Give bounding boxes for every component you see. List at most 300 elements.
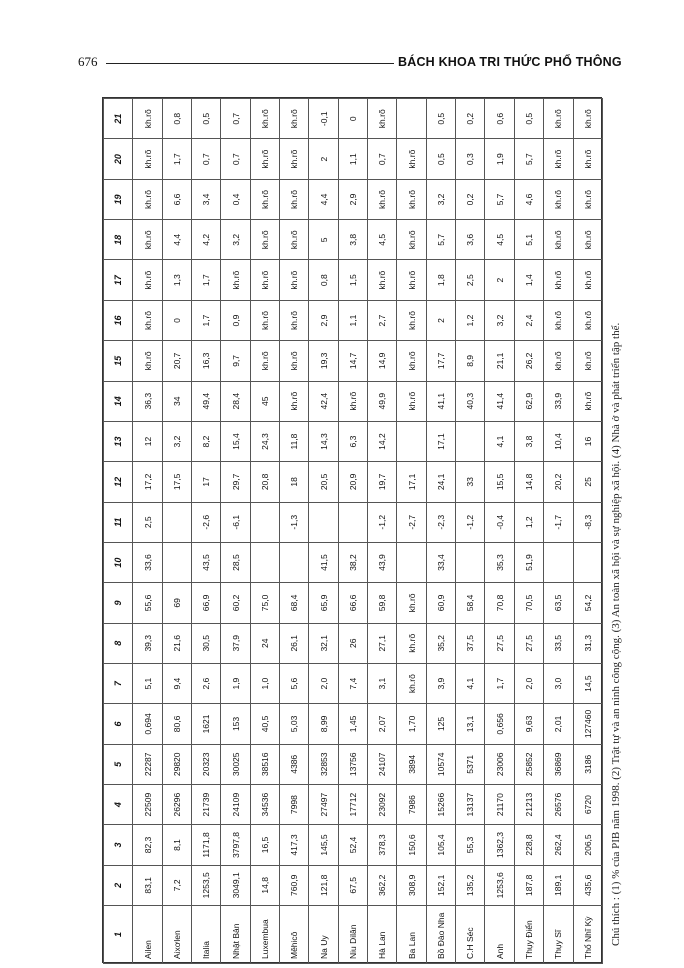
- table-cell: 65,9: [309, 583, 338, 623]
- table-cell: 0: [338, 99, 367, 139]
- table-cell: 26576: [544, 784, 573, 824]
- table-cell: [280, 542, 309, 582]
- table-cell: kh.rõ: [573, 220, 603, 260]
- table-cell: -8,3: [573, 502, 603, 542]
- column-header: 2: [104, 865, 133, 905]
- table-cell: 0,2: [456, 179, 485, 219]
- table-cell: 5: [309, 220, 338, 260]
- table-cell: 14,9: [368, 341, 397, 381]
- column-header: 10: [104, 542, 133, 582]
- table-cell: 28,5: [221, 542, 250, 582]
- table-cell: [338, 502, 367, 542]
- table-cell: 29820: [162, 744, 191, 784]
- table-cell: 4,1: [456, 663, 485, 703]
- table-cell: kh.rõ: [573, 260, 603, 300]
- table-cell: -2,6: [192, 502, 221, 542]
- table-cell: 17,5: [162, 462, 191, 502]
- table-cell: 1,7: [162, 139, 191, 179]
- table-cell: kh.rõ: [250, 220, 279, 260]
- table-cell: 54,2: [573, 583, 603, 623]
- table-cell: 7998: [280, 784, 309, 824]
- column-header: 21: [104, 99, 133, 139]
- table-cell: 14,2: [368, 421, 397, 461]
- table-row: [309, 99, 338, 964]
- table-cell: 12: [133, 421, 162, 461]
- table-cell: 308,9: [397, 865, 426, 905]
- column-header: 6: [104, 704, 133, 744]
- table-cell: 3,0: [544, 663, 573, 703]
- footnote: Chú thích : (1) % của PIB năm 1998. (2) Trật tự và an ninh công cộng. (3) An toàn xã hội và sự nghiệp xã hội. (4) Nhà ở và phát triển tập thể.: [610, 322, 622, 946]
- table-cell: kh.rõ: [397, 381, 426, 421]
- table-row: [250, 99, 279, 964]
- table-cell: kh.rõ: [280, 179, 309, 219]
- column-header: 3: [104, 825, 133, 865]
- country-cell: Aixơlen: [162, 906, 191, 964]
- table-cell: kh.rõ: [221, 260, 250, 300]
- table-cell: 3,2: [426, 179, 455, 219]
- table-cell: kh.rõ: [250, 139, 279, 179]
- table-cell: 0,5: [426, 139, 455, 179]
- table-cell: 26: [338, 623, 367, 663]
- table-cell: 1,45: [338, 704, 367, 744]
- table-cell: 0,6: [485, 99, 514, 139]
- table-cell: kh.rõ: [133, 179, 162, 219]
- table-cell: 16: [573, 421, 603, 461]
- column-header: 11: [104, 502, 133, 542]
- table-cell: 0,7: [192, 139, 221, 179]
- table-cell: [544, 542, 573, 582]
- column-header: 8: [104, 623, 133, 663]
- table-cell: 2: [485, 260, 514, 300]
- country-cell: Anh: [485, 906, 514, 964]
- table-cell: 2,0: [309, 663, 338, 703]
- table-cell: 24109: [221, 784, 250, 824]
- table-cell: 17,1: [397, 462, 426, 502]
- table-cell: kh.rõ: [544, 99, 573, 139]
- table-cell: 14,5: [573, 663, 603, 703]
- table-cell: kh.rõ: [250, 260, 279, 300]
- table-cell: 105,4: [426, 825, 455, 865]
- table-cell: 3,2: [485, 300, 514, 340]
- table-cell: 0,694: [133, 704, 162, 744]
- table-cell: 0,5: [514, 99, 543, 139]
- header-rule: [106, 63, 394, 64]
- table-cell: -6,1: [221, 502, 250, 542]
- country-cell: Thụy Điển: [514, 906, 543, 964]
- table-cell: 2: [426, 300, 455, 340]
- table-cell: 29,7: [221, 462, 250, 502]
- table-cell: 228,8: [514, 825, 543, 865]
- table-cell: kh.rõ: [280, 381, 309, 421]
- table-cell: 3,6: [456, 220, 485, 260]
- table-cell: 33,9: [544, 381, 573, 421]
- table-cell: 0,3: [456, 139, 485, 179]
- table-cell: kh.rõ: [397, 260, 426, 300]
- rotated-table-container: [103, 98, 603, 964]
- table-cell: kh.rõ: [544, 300, 573, 340]
- table-cell: 5,1: [133, 663, 162, 703]
- table-cell: 22287: [133, 744, 162, 784]
- table-cell: 121,8: [309, 865, 338, 905]
- table-cell: 13,1: [456, 704, 485, 744]
- table-cell: 55,6: [133, 583, 162, 623]
- table-cell: 23092: [368, 784, 397, 824]
- table-cell: 0,4: [221, 179, 250, 219]
- table-cell: kh.rõ: [368, 179, 397, 219]
- table-cell: kh.rõ: [544, 341, 573, 381]
- table-cell: 6720: [573, 784, 603, 824]
- table-cell: 18: [280, 462, 309, 502]
- table-cell: 760,9: [280, 865, 309, 905]
- column-header: 17: [104, 260, 133, 300]
- table-cell: 1,0: [250, 663, 279, 703]
- table-cell: 70,5: [514, 583, 543, 623]
- table-cell: kh.rõ: [133, 220, 162, 260]
- table-cell: 17,7: [426, 341, 455, 381]
- table-cell: 16,3: [192, 341, 221, 381]
- table-cell: [162, 502, 191, 542]
- table-cell: 32,1: [309, 623, 338, 663]
- country-cell: Luxembua: [250, 906, 279, 964]
- table-cell: 23006: [485, 744, 514, 784]
- table-row: [456, 99, 485, 964]
- country-cell: Ailen: [133, 906, 162, 964]
- table-cell: 15,4: [221, 421, 250, 461]
- column-header: 4: [104, 784, 133, 824]
- table-cell: 20323: [192, 744, 221, 784]
- table-cell: [397, 421, 426, 461]
- table-cell: 3,8: [338, 220, 367, 260]
- table-cell: kh.rõ: [250, 99, 279, 139]
- table-cell: 127460: [573, 704, 603, 744]
- table-cell: 32853: [309, 744, 338, 784]
- table-cell: 3,9: [426, 663, 455, 703]
- column-header: 19: [104, 179, 133, 219]
- table-cell: 1,8: [426, 260, 455, 300]
- table-cell: -2,7: [397, 502, 426, 542]
- book-title: BÁCH KHOA TRI THỨC PHỔ THÔNG: [398, 55, 622, 69]
- table-cell: 33: [456, 462, 485, 502]
- table-cell: [456, 421, 485, 461]
- table-cell: [397, 99, 426, 139]
- table-cell: 39,3: [133, 623, 162, 663]
- table-cell: 6,3: [338, 421, 367, 461]
- table-cell: kh.rõ: [133, 260, 162, 300]
- table-cell: 25: [573, 462, 603, 502]
- table-cell: 21170: [485, 784, 514, 824]
- column-header: 5: [104, 744, 133, 784]
- table-cell: 125: [426, 704, 455, 744]
- table-cell: 27,5: [514, 623, 543, 663]
- table-cell: 43,9: [368, 542, 397, 582]
- table-cell: -1,2: [456, 502, 485, 542]
- table-cell: 80,6: [162, 704, 191, 744]
- table-cell: kh.rõ: [573, 179, 603, 219]
- table-cell: 27,5: [485, 623, 514, 663]
- country-cell: Hà Lan: [368, 906, 397, 964]
- table-row: [338, 99, 367, 964]
- table-cell: 1,9: [221, 663, 250, 703]
- table-cell: 33,5: [544, 623, 573, 663]
- table-cell: 4386: [280, 744, 309, 784]
- table-cell: 27,1: [368, 623, 397, 663]
- table-cell: kh.rõ: [573, 99, 603, 139]
- table-cell: 362,2: [368, 865, 397, 905]
- table-cell: 15,5: [485, 462, 514, 502]
- table-header-row: [104, 99, 133, 964]
- table-cell: 2,4: [514, 300, 543, 340]
- table-cell: 41,4: [485, 381, 514, 421]
- table-cell: 13756: [338, 744, 367, 784]
- table-cell: 5371: [456, 744, 485, 784]
- table-cell: kh.rõ: [544, 139, 573, 179]
- table-cell: 2: [309, 139, 338, 179]
- table-cell: 19,3: [309, 341, 338, 381]
- table-cell: kh.rõ: [280, 220, 309, 260]
- table-cell: 4,4: [309, 179, 338, 219]
- table-cell: 21213: [514, 784, 543, 824]
- table-cell: 4,5: [485, 220, 514, 260]
- table-cell: 41,1: [426, 381, 455, 421]
- table-cell: 20,5: [309, 462, 338, 502]
- table-cell: 51,9: [514, 542, 543, 582]
- table-cell: 5,6: [280, 663, 309, 703]
- table-cell: 2,6: [192, 663, 221, 703]
- table-cell: 14,8: [514, 462, 543, 502]
- table-cell: 17: [192, 462, 221, 502]
- table-cell: 378,3: [368, 825, 397, 865]
- table-cell: kh.rõ: [133, 341, 162, 381]
- column-header: 13: [104, 421, 133, 461]
- table-row: [221, 99, 250, 964]
- table-cell: kh.rõ: [368, 99, 397, 139]
- table-cell: 8,9: [456, 341, 485, 381]
- table-cell: kh.rõ: [280, 341, 309, 381]
- table-cell: 4,2: [192, 220, 221, 260]
- table-cell: 55,3: [456, 825, 485, 865]
- table-cell: 19,7: [368, 462, 397, 502]
- table-cell: 8,99: [309, 704, 338, 744]
- table-cell: 4,4: [162, 220, 191, 260]
- table-cell: 34: [162, 381, 191, 421]
- table-cell: 153: [221, 704, 250, 744]
- table-row: [573, 99, 603, 964]
- table-cell: 60,2: [221, 583, 250, 623]
- table-cell: 66,6: [338, 583, 367, 623]
- table-cell: 26,2: [514, 341, 543, 381]
- country-cell: Italia: [192, 906, 221, 964]
- table-cell: 5,7: [514, 139, 543, 179]
- table-cell: kh.rõ: [397, 341, 426, 381]
- column-header: 20: [104, 139, 133, 179]
- table-cell: kh.rõ: [573, 381, 603, 421]
- table-cell: 49,9: [368, 381, 397, 421]
- table-cell: 31,3: [573, 623, 603, 663]
- table-cell: 0,8: [309, 260, 338, 300]
- table-cell: kh.rõ: [544, 179, 573, 219]
- table-cell: kh.rõ: [250, 300, 279, 340]
- table-row: [280, 99, 309, 964]
- table-cell: 68,4: [280, 583, 309, 623]
- table-cell: -1,3: [280, 502, 309, 542]
- table-cell: kh.rõ: [133, 99, 162, 139]
- table-cell: 1,7: [192, 260, 221, 300]
- table-cell: 3,8: [514, 421, 543, 461]
- table-cell: 1,2: [514, 502, 543, 542]
- table-cell: 24,3: [250, 421, 279, 461]
- table-cell: 62,9: [514, 381, 543, 421]
- table-cell: 14,7: [338, 341, 367, 381]
- table-cell: 0,9: [221, 300, 250, 340]
- table-cell: 49,4: [192, 381, 221, 421]
- table-cell: kh.rõ: [280, 300, 309, 340]
- table-cell: 14,3: [309, 421, 338, 461]
- table-cell: 8,1: [162, 825, 191, 865]
- table-cell: 3894: [397, 744, 426, 784]
- table-cell: kh.rõ: [368, 260, 397, 300]
- table-cell: 17,2: [133, 462, 162, 502]
- table-cell: 9,7: [221, 341, 250, 381]
- table-cell: 1,5: [338, 260, 367, 300]
- table-cell: 1,2: [456, 300, 485, 340]
- table-row: [426, 99, 455, 964]
- country-cell: Bồ Đào Nha: [426, 906, 455, 964]
- table-cell: 33,4: [426, 542, 455, 582]
- table-cell: 9,63: [514, 704, 543, 744]
- table-cell: 20,7: [162, 341, 191, 381]
- table-cell: 17712: [338, 784, 367, 824]
- table-cell: 0,5: [192, 99, 221, 139]
- table-cell: 2,5: [133, 502, 162, 542]
- table-cell: 52,4: [338, 825, 367, 865]
- table-cell: 16,5: [250, 825, 279, 865]
- country-cell: Nhật Bản: [221, 906, 250, 964]
- table-cell: -1,7: [544, 502, 573, 542]
- table-cell: kh.rõ: [573, 139, 603, 179]
- table-cell: kh.rõ: [544, 220, 573, 260]
- country-cell: Na Uy: [309, 906, 338, 964]
- table-cell: 189,1: [544, 865, 573, 905]
- table-cell: [397, 542, 426, 582]
- table-cell: 33,6: [133, 542, 162, 582]
- table-cell: 0,656: [485, 704, 514, 744]
- column-header: 14: [104, 381, 133, 421]
- table-cell: 2,5: [456, 260, 485, 300]
- table-row: [397, 99, 426, 964]
- table-cell: 7986: [397, 784, 426, 824]
- column-header: 15: [104, 341, 133, 381]
- table-cell: 35,3: [485, 542, 514, 582]
- table-cell: 34536: [250, 784, 279, 824]
- table-cell: 4,6: [514, 179, 543, 219]
- table-cell: 262,4: [544, 825, 573, 865]
- table-cell: kh.rõ: [250, 341, 279, 381]
- table-cell: 0,8: [162, 99, 191, 139]
- table-cell: 8,2: [192, 421, 221, 461]
- table-cell: kh.rõ: [397, 663, 426, 703]
- table-cell: 67,5: [338, 865, 367, 905]
- table-cell: 69: [162, 583, 191, 623]
- table-cell: -0,1: [309, 99, 338, 139]
- table-cell: [309, 502, 338, 542]
- table-cell: kh.rõ: [250, 179, 279, 219]
- table-cell: 7,4: [338, 663, 367, 703]
- table-cell: 45: [250, 381, 279, 421]
- column-header: 16: [104, 300, 133, 340]
- table-cell: 3,2: [221, 220, 250, 260]
- table-cell: [162, 542, 191, 582]
- table-cell: kh.rõ: [397, 583, 426, 623]
- table-cell: 150,6: [397, 825, 426, 865]
- table-cell: 22509: [133, 784, 162, 824]
- table-cell: [250, 502, 279, 542]
- table-cell: 40,3: [456, 381, 485, 421]
- table-cell: 41,5: [309, 542, 338, 582]
- table-cell: 24,1: [426, 462, 455, 502]
- table-cell: 20,8: [250, 462, 279, 502]
- table-cell: 0,5: [426, 99, 455, 139]
- table-cell: 13137: [456, 784, 485, 824]
- table-cell: 0,2: [456, 99, 485, 139]
- table-cell: 30,5: [192, 623, 221, 663]
- table-cell: 5,7: [485, 179, 514, 219]
- column-header: 12: [104, 462, 133, 502]
- table-cell: kh.rõ: [397, 179, 426, 219]
- table-cell: 25852: [514, 744, 543, 784]
- table-cell: 1253,6: [485, 865, 514, 905]
- table-cell: 3049,1: [221, 865, 250, 905]
- table-cell: 59,8: [368, 583, 397, 623]
- table-cell: 66,9: [192, 583, 221, 623]
- table-cell: 36869: [544, 744, 573, 784]
- table-cell: 11,8: [280, 421, 309, 461]
- table-cell: kh.rõ: [544, 260, 573, 300]
- table-cell: 20,9: [338, 462, 367, 502]
- table-cell: kh.rõ: [573, 300, 603, 340]
- table-cell: kh.rõ: [397, 300, 426, 340]
- table-cell: [250, 542, 279, 582]
- table-cell: 15266: [426, 784, 455, 824]
- table-cell: 187,8: [514, 865, 543, 905]
- table-cell: 37,9: [221, 623, 250, 663]
- table-row: [485, 99, 514, 964]
- table-cell: kh.rõ: [133, 300, 162, 340]
- table-cell: 5,7: [426, 220, 455, 260]
- table-cell: 1253,5: [192, 865, 221, 905]
- table-cell: 2,7: [368, 300, 397, 340]
- table-cell: kh.rõ: [280, 139, 309, 179]
- table-cell: 36,3: [133, 381, 162, 421]
- country-cell: Thổ Nhĩ Kỳ: [573, 906, 603, 964]
- table-cell: 21,6: [162, 623, 191, 663]
- page-number: 676: [78, 54, 98, 69]
- column-header: 18: [104, 220, 133, 260]
- table-cell: 70,8: [485, 583, 514, 623]
- table-cell: 0,7: [368, 139, 397, 179]
- table-cell: 24107: [368, 744, 397, 784]
- table-cell: 14,8: [250, 865, 279, 905]
- table-cell: 1171,8: [192, 825, 221, 865]
- table-cell: 1362,3: [485, 825, 514, 865]
- table-cell: kh.rõ: [397, 623, 426, 663]
- table-cell: 10,4: [544, 421, 573, 461]
- table-cell: 38516: [250, 744, 279, 784]
- table-row: [133, 99, 162, 964]
- table-cell: kh.rõ: [280, 99, 309, 139]
- table-cell: 2,01: [544, 704, 573, 744]
- table-row: [192, 99, 221, 964]
- table-cell: 417,3: [280, 825, 309, 865]
